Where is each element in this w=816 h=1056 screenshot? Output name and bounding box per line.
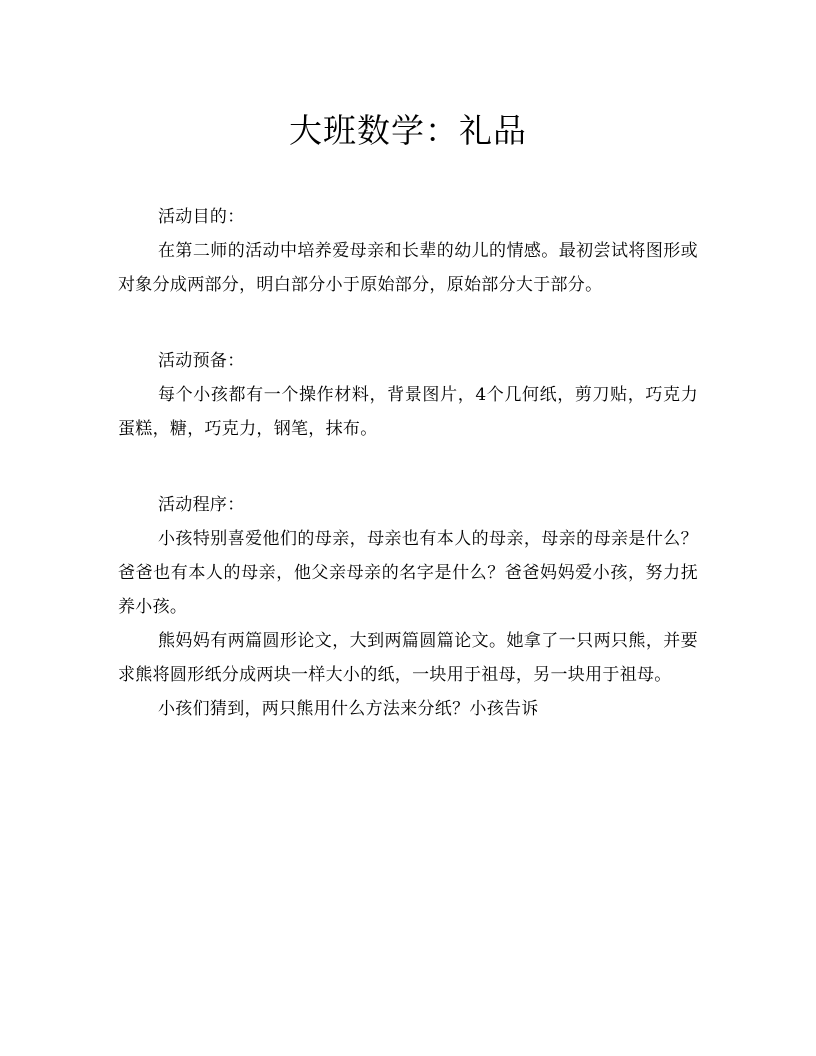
document-title: 大班数学：礼品 <box>289 111 527 150</box>
section-spacer <box>118 446 698 488</box>
section-activity-goal <box>118 200 698 302</box>
document-body <box>118 200 698 726</box>
section-activity-procedure <box>118 488 698 726</box>
section-heading: 活动程序： <box>158 495 245 515</box>
paragraph: 小孩特别喜爱他们的母亲，母亲也有本人的母亲，母亲的母亲是什么？爸爸也有本人的母亲，他父亲母亲的名字是什么？爸爸妈妈爱小孩，努力抚养小孩。 <box>118 529 698 617</box>
section-activity-preparation <box>118 344 698 446</box>
section-heading: 活动目的： <box>158 207 245 227</box>
section-spacer <box>118 302 698 344</box>
paragraph: 小孩们猜到，两只熊用什么方法来分纸？小孩告诉 <box>158 699 539 719</box>
paragraph: 熊妈妈有两篇圆形论文，大到两篇圆篇论文。她拿了一只两只熊，并要求熊将圆形纸分成两块一样大小的纸，一块用于祖母，另一块用于祖母。 <box>118 631 698 685</box>
paragraph: 每个小孩都有一个操作材料，背景图片，4个几何纸，剪刀贴，巧克力蛋糕，糖，巧克力，钢笔，抹布。 <box>118 385 698 439</box>
section-heading: 活动预备： <box>158 351 245 371</box>
paragraph: 在第二师的活动中培养爱母亲和长辈的幼儿的情感。最初尝试将图形或对象分成两部分，明白部分小于原始部分，原始部分大于部分。 <box>118 241 698 295</box>
